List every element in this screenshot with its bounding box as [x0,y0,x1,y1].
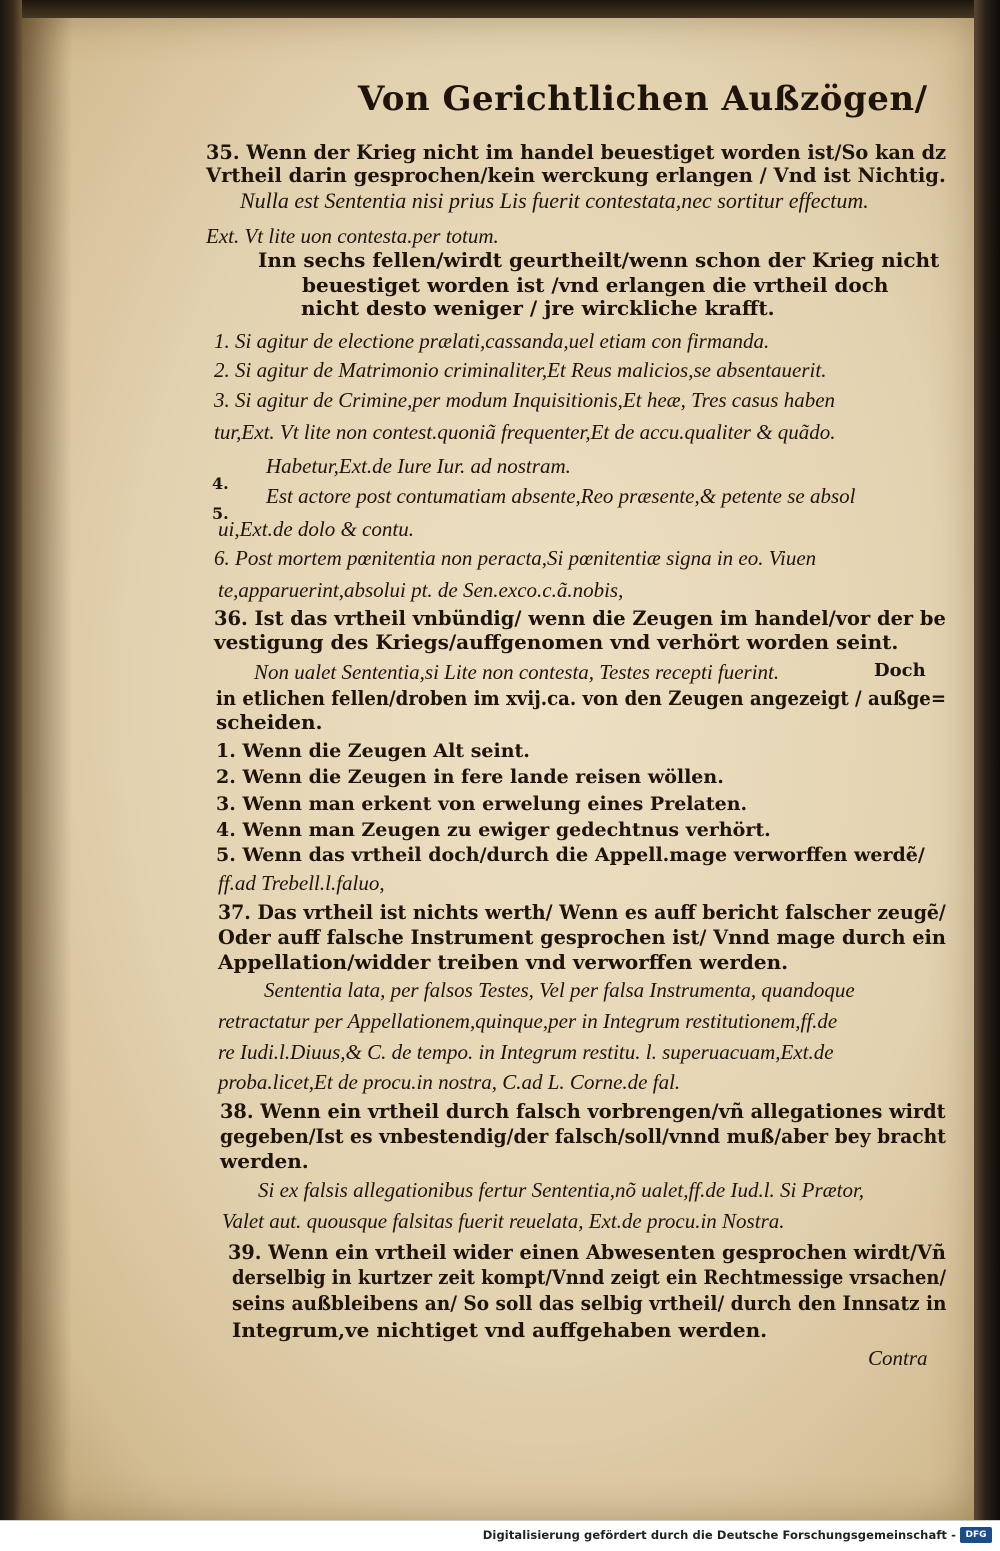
text-line: re Iudi.l.Diuus,& C. de tempo. in Integrum restitu. l. superuacuam,Ext.de [218,1040,834,1064]
text-line: ui,Ext.de dolo & contu. [218,517,414,541]
text-line: Appellation/widder treiben vnd verworffen werden. [218,950,789,974]
text-line: Ext. Vt lite uon contesta.per totum. [206,224,499,248]
text-line: 39. Wenn ein vrtheil wider einen Abwesenten gesprochen wirdt/Vñ [228,1240,946,1264]
text-line: retractatur per Appellationem,quinque,per in Integrum restitutionem,ff.de [218,1009,838,1033]
text-line: Doch [874,660,926,681]
text-line: Habetur,Ext.de Iure Iur. ad nostram. [266,454,571,478]
text-line: Sententia lata, per falsos Testes, Vel per falsa Instrumenta, quandoque [264,978,855,1002]
digitization-credit: Digitalisierung gefördert durch die Deutsche Forschungsgemeinschaft - [482,1528,956,1542]
book-edge-right [974,0,1000,1550]
text-line: nicht desto weniger / jre wircklichе krafft. [301,296,775,320]
dfg-logo: DFG [960,1527,992,1543]
text-line: 5. Wenn das vrtheil doch/durch die Appell.mage verworffen werdẽ/ [216,844,925,866]
text-line: 36. Ist das vrtheil vnbündig/ wenn die Zeugen im handel/vor der be [214,606,946,630]
text-line: Oder auff falsche Instrument gesprochen ist/ Vnnd mage durch ein [218,925,946,949]
text-line: scheiden. [216,710,323,734]
text-line: Si ex falsis allegationibus fertur Sententia,nõ ualet,ff.de Iud.l. Si Prætor, [258,1178,865,1202]
book-edge-left [0,0,22,1550]
text-line: 35. Wenn der Krieg nicht im handel beuestiget worden ist/So kan dz [206,140,947,164]
text-line: 5. [212,504,229,523]
text-line: Valet aut. quousque falsitas fuerit reuelata, Ext.de procu.in Nostra. [222,1209,785,1233]
text-line: 37. Das vrtheil ist nichts werth/ Wenn es auff bericht falscher zeugẽ/ [218,900,946,924]
text-line: Integrum,ve nichtiget vnd auffgehaben werden. [232,1318,768,1342]
text-line: 3. Wenn man erkent von erwelung eines Prelaten. [216,793,748,815]
text-line: gegeben/Ist es vnbestendig/der falsch/soll/vnnd muß/aber bey bracht [220,1124,946,1148]
text-line: vestigung des Kriegs/auffgenomen vnd verhört worden seint. [214,630,899,654]
text-line: 2. Si agitur de Matrimonio criminaliter,Et Reus malicios,se absentauerit. [214,358,827,382]
text-line: seins außbleibens an/ So soll das selbig vrtheil/ durch den Innsatz in [232,1291,947,1315]
text-line: tur,Ext. Vt lite non contest.quoniã frequenter,Et de accu.qualiter & quãdo. [214,420,836,444]
gutter-shadow [22,18,72,1520]
text-line: proba.licet,Et de procu.in nostra, C.ad L. Corne.de fal. [218,1070,681,1094]
text-line: te,apparuerint,absolui pt. de Sen.exco.c.ã.nobis, [218,578,624,602]
book-edge-top [0,0,1000,20]
text-line: werden. [220,1149,309,1173]
text-line: Est actore post contumatiam absente,Reo præsente,& petente se absol [266,484,856,508]
text-line: 4. Wenn man Zeugen zu ewiger gedechtnus verhört. [216,819,771,841]
running-header: Von Gerichtlichen Außzögen/ [358,79,928,119]
text-line: 38. Wenn ein vrtheil durch falsch vorbrengen/vñ allegationes wirdt [220,1099,946,1123]
text-line: 2. Wenn die Zeugen in fere lande reisen wöllen. [216,766,724,788]
text-line: Inn sechs fellen/wirdt geurtheilt/wenn schon der Krieg nicht [258,248,940,272]
text-line: Nulla est Sententia nisi prius Lis fuerit contestata,nec sortitur effectum. [240,188,869,213]
text-line: beuestiget worden ist /vnd erlangen die vrtheil doch [302,273,889,297]
text-line: in etlichen fellen/droben im xvij.ca. von den Zeugen angezeigt / außge= [216,686,947,710]
text-line: Non ualet Sententia,si Lite non contesta, Testes recepti fuerint. [254,660,780,684]
text-line: 3. Si agitur de Crimine,per modum Inquisitionis,Et heæ, Tres casus haben [214,388,836,412]
text-line: 4. [212,474,229,493]
footer-bar [0,1520,1000,1551]
text-line: 6. Post mortem pœnitentia non peracta,Si pœnitentiæ signa in eo. Viuen [214,546,817,570]
text-line: 1. Wenn die Zeugen Alt seint. [216,740,530,762]
text-line: Vrtheil darin gesprochen/kein werckung erlangen / Vnd ist Nichtig. [206,163,946,187]
text-line: 1. Si agitur de electione prælati,cassanda,uel etiam con firmanda. [214,329,770,353]
text-line: derselbig in kurtzer zeit kompt/Vnnd zeigt ein Rechtmessige vrsachen/ [232,1265,946,1289]
text-line: ff.ad Trebell.l.faluo, [218,871,385,895]
catchword: Contra [868,1346,928,1370]
